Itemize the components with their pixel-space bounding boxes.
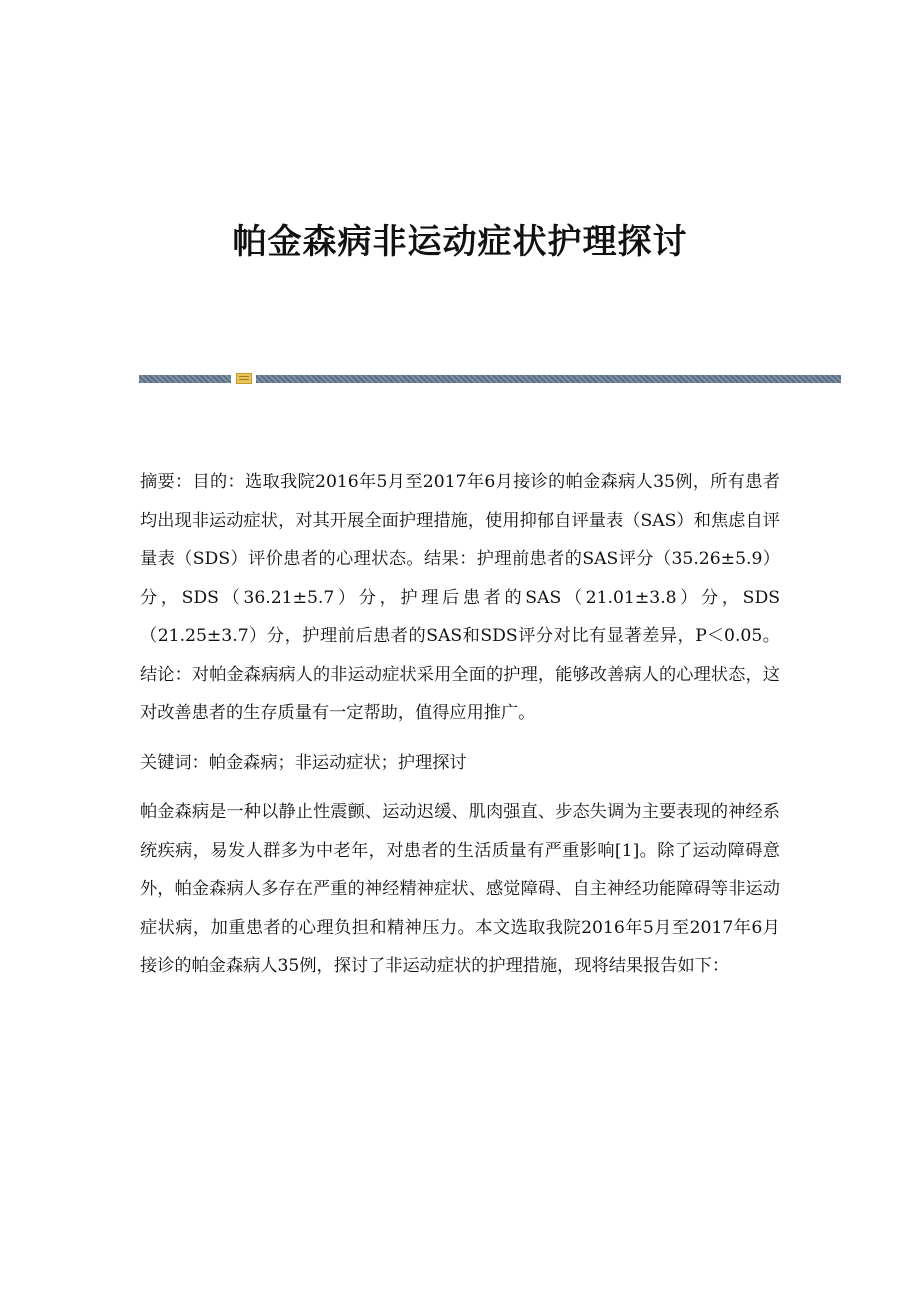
document-body	[140, 463, 780, 997]
divider-bar-left	[139, 375, 231, 383]
abstract-paragraph: 摘要：目的：选取我院2016年5月至2017年6月接诊的帕金森病人35例，所有患者均出现非运动症状，对其开展全面护理措施，使用抑郁自评量表（SAS）和焦虑自评量表（SDS）评价患者的心理状态。结果：护理前患者的SAS评分（35.26±5.9）分，SDS（36.21±5.7）分，护理后患者的SAS（21.01±3.8）分，SDS（21.25±3.7）分，护理前后患者的SAS和SDS评分对比有显著差异，P＜0.05。结论：对帕金森病病人的非运动症状采用全面的护理，能够改善病人的心理状态，这对改善患者的生存质量有一定帮助，值得应用推广。	[140, 472, 780, 723]
divider-emblem-icon	[236, 373, 252, 384]
intro-paragraph: 帕金森病是一种以静止性震颤、运动迟缓、肌肉强直、步态失调为主要表现的神经系统疾病，易发人群多为中老年，对患者的生活质量有严重影响[1]。除了运动障碍意外，帕金森病人多存在严重的神经精神症状、感觉障碍、自主神经功能障碍等非运动症状病，加重患者的心理负担和精神压力。本文选取我院2016年5月至2017年6月接诊的帕金森病人35例，探讨了非运动症状的护理措施，现将结果报告如下：	[140, 802, 780, 976]
divider-bar-right	[256, 375, 841, 383]
document-title: 帕金森病非运动症状护理探讨	[232, 222, 688, 262]
keywords-paragraph: 关键词：帕金森病；非运动症状；护理探讨	[140, 752, 467, 773]
title-divider	[139, 372, 841, 386]
